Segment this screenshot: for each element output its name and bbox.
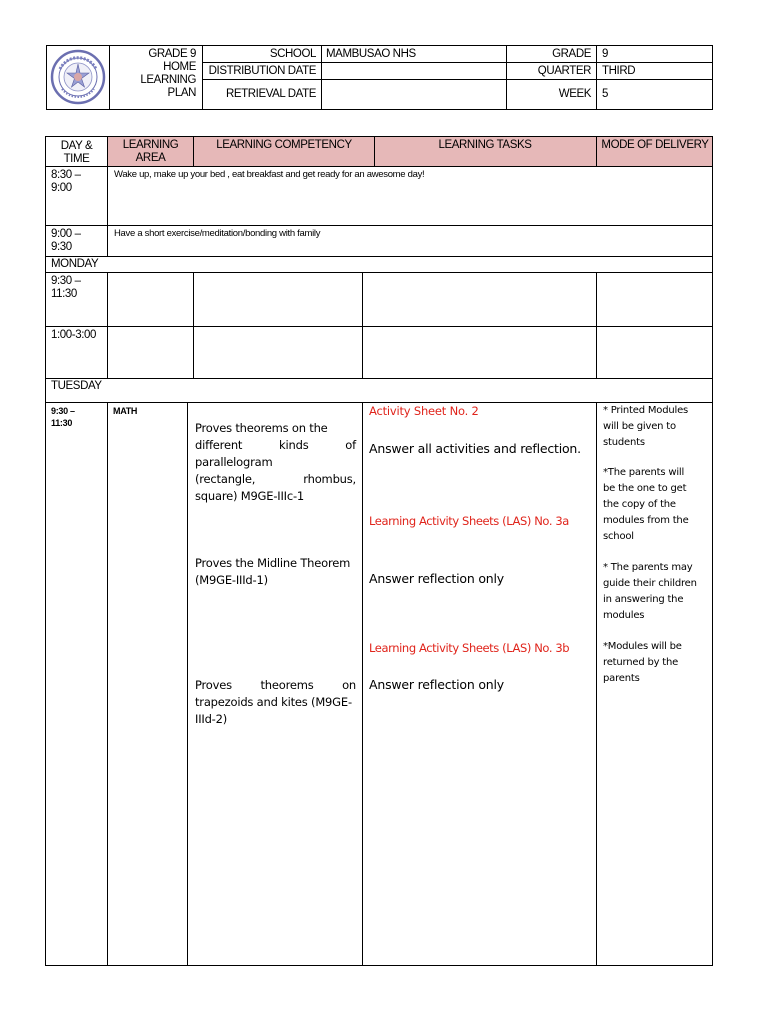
week-value: 5 (602, 88, 608, 100)
routine-time-1: 8:30 – 9:00 (51, 169, 81, 194)
competency-parallelogram: Proves theorems on the different kinds of parallelogram (rectangle, rhombus, square) M9GE-IIIc-1 (195, 421, 356, 503)
header-day-time: DAY & TIME (60, 140, 93, 165)
retrieval-date-label: RETRIEVAL DATE (225, 88, 316, 100)
competency-midline-theorem: Proves the Midline Theorem (M9GE-IIId-1) (195, 556, 351, 587)
header-learning-tasks: LEARNING TASKS (438, 139, 532, 151)
school-value: MAMBUSAO NHS (326, 48, 416, 60)
delivery-parents-guide: * The parents may guide their children in answering the modules (603, 562, 697, 621)
monday-label: MONDAY (51, 258, 99, 270)
tuesday-time: 9:30 – 11:30 (51, 406, 75, 428)
week-label: WEEK (558, 88, 591, 100)
task-answer-reflection-1: Answer reflection only (369, 571, 504, 586)
header-learning-area: LEARNING AREA (122, 139, 179, 164)
quarter-value: THIRD (602, 65, 636, 77)
competency-trapezoids-kites: Proves theorems on trapezoids and kites (M9GE- IIId-2) (195, 678, 356, 726)
grade-value: 9 (602, 48, 608, 60)
logo-cell (46, 45, 110, 110)
task-las-3a: Learning Activity Sheets (LAS) No. 3a (369, 514, 569, 528)
monday-slot-1: 9:30 – 11:30 (51, 275, 81, 300)
deped-seal-icon (50, 49, 106, 110)
delivery-printed-modules: * Printed Modules will be given to students (603, 405, 689, 448)
task-las-3b: Learning Activity Sheets (LAS) No. 3b (369, 641, 570, 655)
title-line-3: PLAN (167, 87, 196, 99)
title-line-1: GRADE 9 (148, 48, 196, 60)
routine-time-2: 9:00 – 9:30 (51, 228, 81, 253)
task-answer-all: Answer all activities and reflection. (369, 441, 581, 456)
routine-activity-1: Wake up, make up your bed , eat breakfast and get ready for an awesome day! (114, 169, 425, 180)
tuesday-learning-area: MATH (113, 406, 138, 416)
tuesday-label: TUESDAY (51, 380, 102, 392)
delivery-modules-returned: *Modules will be returned by the parents (603, 641, 682, 684)
task-answer-reflection-2: Answer reflection only (369, 677, 504, 692)
monday-slot-2: 1:00-3:00 (51, 329, 96, 341)
distribution-date-label: DISTRIBUTION DATE (208, 65, 316, 77)
quarter-label: QUARTER (537, 65, 591, 77)
delivery-parents-get-copy: *The parents will be the one to get the copy of the modules from the school (603, 467, 689, 542)
grade-label: GRADE (552, 48, 591, 60)
header-mode-of-delivery: MODE OF DELIVERY (601, 139, 709, 151)
routine-activity-2: Have a short exercise/meditation/bonding with family (114, 228, 321, 239)
plan-title (110, 48, 202, 108)
title-line-2: HOME LEARNING (140, 61, 196, 86)
school-label: SCHOOL (269, 48, 316, 60)
header-learning-competency: LEARNING COMPETENCY (216, 139, 352, 151)
task-activity-sheet: Activity Sheet No. 2 (369, 404, 479, 418)
